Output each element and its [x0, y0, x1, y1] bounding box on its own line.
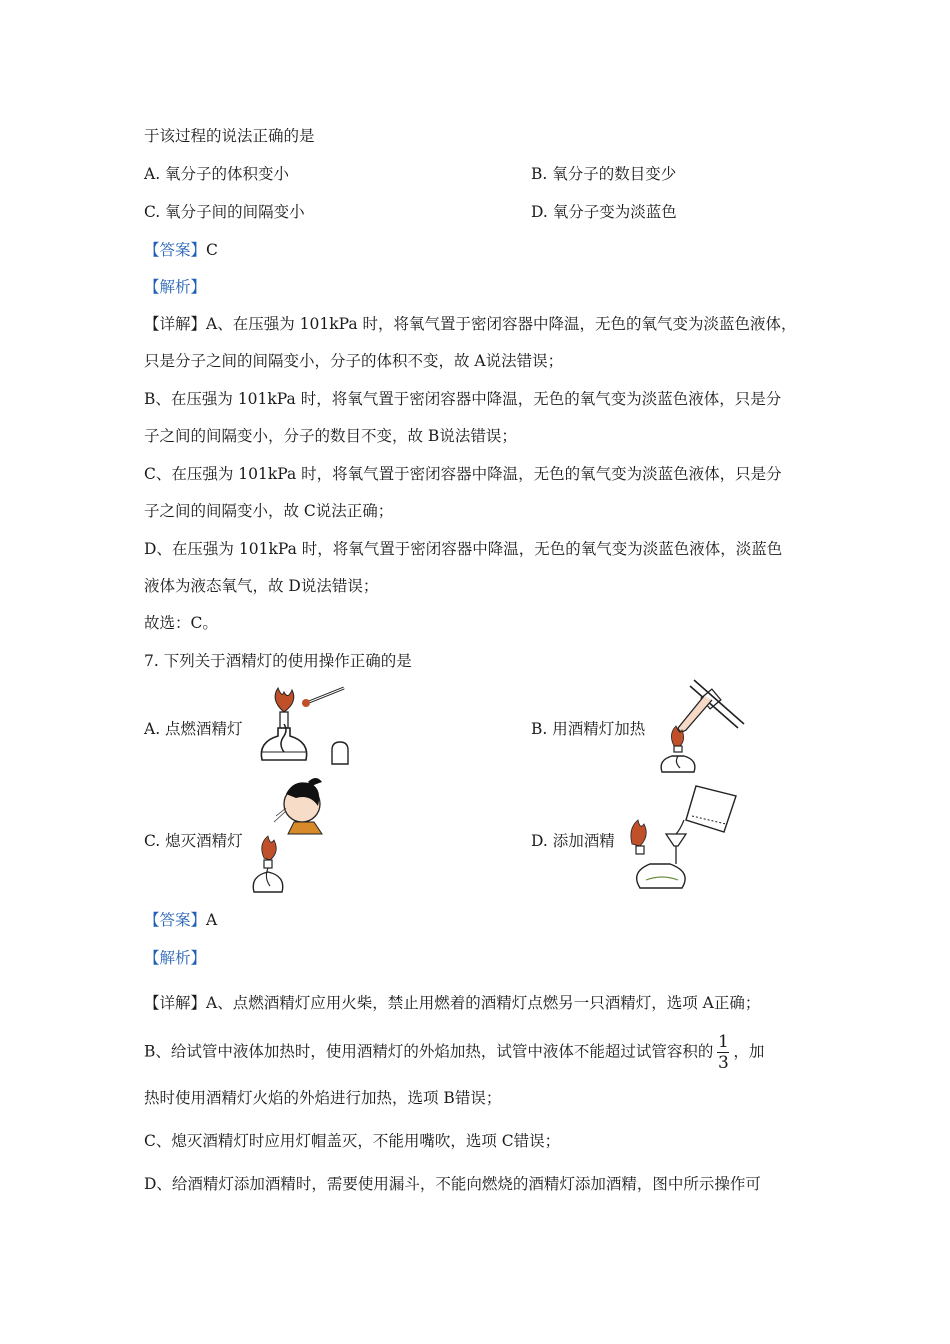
q7-detail-2a [144, 1032, 764, 1073]
analysis-tag: 【解析】 [144, 278, 207, 296]
detail-tag: 【详解】 [144, 315, 207, 333]
detail-text: A、在压强为 101kPa 时，将氧气置于密闭容器中降温，无色的氧气变为淡蓝色液体， [206, 315, 797, 333]
q6-detail-1a [144, 312, 797, 334]
q7-analysis-tag [144, 946, 206, 968]
q7-option-d: D. 添加酒精 [531, 832, 615, 850]
detail-tag: 【详解】 [144, 994, 207, 1012]
q7-stem: 7. 下列关于酒精灯的使用操作正确的是 [144, 652, 412, 670]
q6-detail-2a: B、在压强为 101kPa 时，将氧气置于密闭容器中降温，无色的氧气变为淡蓝色液体，只是分 [144, 390, 782, 408]
q6-option-c: C. 氧分子间的间隔变小 [144, 203, 305, 221]
q7-detail-4a: D、给酒精灯添加酒精时，需要使用漏斗，不能向燃烧的酒精灯添加酒精，图中所示操作可 [144, 1175, 761, 1193]
q7-option-c: C. 熄灭酒精灯 [144, 832, 243, 850]
answer-tag: 【答案】 [144, 241, 207, 259]
q6-conclusion: 故选：C。 [144, 614, 218, 632]
adding-alcohol-illustration [622, 780, 742, 892]
tube-heating-illustration [652, 676, 752, 776]
q6-detail-4a: D、在压强为 101kPa 时，将氧气置于密闭容器中降温，无色的氧气变为淡蓝色液体，淡蓝色 [144, 540, 783, 558]
answer-tag: 【答案】 [144, 911, 207, 929]
q7-detail-2b: 热时使用酒精灯火焰的外焰进行加热，选项 B错误； [144, 1089, 502, 1107]
q6-detail-2b: 子之间的间隔变小，分子的数目不变，故 B说法错误； [144, 427, 517, 445]
fraction-one-third [717, 1032, 729, 1073]
fraction-numerator: 1 [717, 1032, 729, 1052]
q6-option-d: D. 氧分子变为淡蓝色 [531, 203, 677, 221]
q7-option-a: A. 点燃酒精灯 [144, 720, 243, 738]
q6-analysis-tag [144, 275, 206, 297]
q6-option-a: A. 氧分子的体积变小 [144, 165, 290, 183]
analysis-tag: 【解析】 [144, 949, 207, 967]
fraction-denominator: 3 [717, 1053, 729, 1073]
q6-detail-3a: C、在压强为 101kPa 时，将氧气置于密闭容器中降温，无色的氧气变为淡蓝色液体，只是分 [144, 465, 782, 483]
q7-detail-3: C、熄灭酒精灯时应用灯帽盖灭，不能用嘴吹，选项 C错误； [144, 1132, 561, 1150]
q6-answer [144, 238, 218, 260]
detail-text: A、点燃酒精灯应用火柴，禁止用燃着的酒精灯点燃另一只酒精灯，选项 A正确； [206, 994, 761, 1012]
q6-detail-3b: 子之间的间隔变小，故 C说法正确； [144, 502, 394, 520]
q6-stem-tail: 于该过程的说法正确的是 [144, 127, 315, 145]
q7-option-b: B. 用酒精灯加热 [531, 720, 646, 738]
blowing-lamp-illustration [250, 776, 330, 896]
q6-detail-4b: 液体为液态氧气，故 D说法错误； [144, 577, 379, 595]
answer-value: C [206, 241, 218, 259]
q6-detail-1b: 只是分子之间的间隔变小，分子的体积不变，故 A说法错误； [144, 352, 564, 370]
answer-value: A [206, 911, 218, 929]
q6-option-b: B. 氧分子的数目变少 [531, 165, 677, 183]
q7-answer [144, 908, 217, 930]
lamp-lighting-illustration [248, 686, 358, 776]
q7-detail-1 [144, 991, 760, 1013]
detail-text-tail: ，加 [733, 1042, 765, 1061]
detail-text: B、给试管中液体加热时，使用酒精灯的外焰加热，试管中液体不能超过试管容积的 [144, 1042, 714, 1061]
